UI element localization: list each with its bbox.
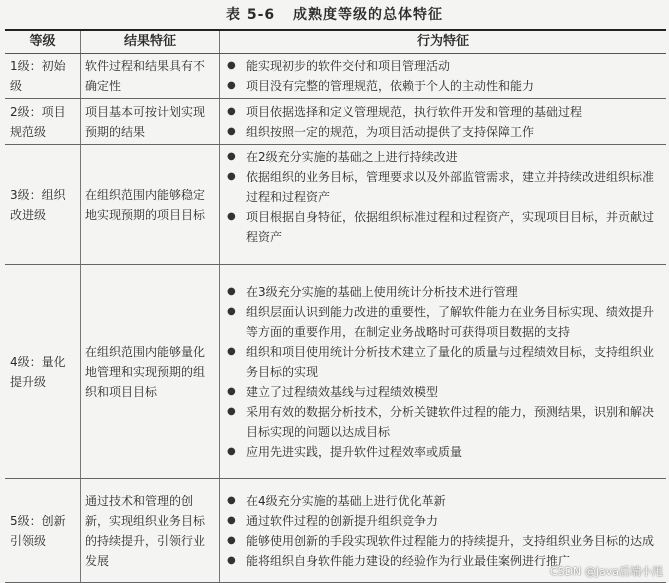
header-result: 结果特征 <box>81 30 220 54</box>
table-number: 表 5-6 <box>225 7 276 23</box>
list-item: ● 通过软件过程的创新提升组织竞争力 <box>226 511 662 531</box>
list-item: ● 建立了过程绩效基线与过程绩效模型 <box>226 382 662 402</box>
watermark: CSDN @Java后端小甩 <box>549 565 663 578</box>
level-cell: 3级：组织改进级 <box>5 145 81 265</box>
header-behavior: 行为特征 <box>220 30 667 54</box>
list-item: ● 能够使用创新的手段实现软件过程能力的持续提升，支持组织业务目标的达成 <box>226 531 662 551</box>
table-row <box>5 265 666 479</box>
list-item: ● 应用先进实践，提升软件过程效率或质量 <box>226 442 662 462</box>
list-item: ● 依据组织的业务目标，管理要求以及外部监管需求，建立并持续改进组织标准过程和过程资产 <box>226 167 662 207</box>
list-item: ● 在3级充分实施的基础上使用统计分析技术进行管理 <box>226 282 662 302</box>
list-item: ● 能将组织自身软件能力建设的经验作为行业最佳案例进行推广 <box>226 551 662 571</box>
list-item: ● 采用有效的数据分析技术，分析关键软件过程的能力，预测结果，识别和解决目标实现的问题以达成目标 <box>226 402 662 442</box>
table-row <box>5 99 666 145</box>
behavior-cell <box>220 99 667 145</box>
list-item: ● 组织层面认识到能力改进的重要性，了解软件能力在业务目标实现、绩效提升等方面的重要作用，在制定业务战略时可获得项目数据的支持 <box>226 302 662 342</box>
list-item: ● 项目依据选择和定义管理规范，执行软件开发和管理的基础过程 <box>226 102 662 122</box>
behavior-cell <box>220 265 667 479</box>
result-cell: 通过技术和管理的创新，实现组织业务目标的持续提升，引领行业发展 <box>81 479 220 583</box>
behavior-cell <box>220 54 667 99</box>
table-caption: 成熟度等级的总体特征 <box>293 7 444 23</box>
level-cell: 1级：初始级 <box>5 54 81 99</box>
result-cell: 项目基本可按计划实现预期的结果 <box>81 99 220 145</box>
list-item: ● 项目根据自身特征，依据组织标准过程和过程资产，实现项目目标，并贡献过程资产 <box>226 207 662 247</box>
table-title <box>0 4 669 24</box>
header-row <box>5 30 666 54</box>
maturity-level-table <box>5 29 666 583</box>
header-level: 等级 <box>5 30 81 54</box>
level-cell: 4级：量化提升级 <box>5 265 81 479</box>
behavior-cell <box>220 145 667 265</box>
list-item: ● 在2级充分实施的基础之上进行持续改进 <box>226 147 662 167</box>
list-item: ● 能实现初步的软件交付和项目管理活动 <box>226 56 662 76</box>
list-item: ● 在4级充分实施的基础上进行优化革新 <box>226 491 662 511</box>
result-cell: 在组织范围内能够稳定地实现预期的项目目标 <box>81 145 220 265</box>
list-item: ● 组织按照一定的规范，为项目活动提供了支持保障工作 <box>226 122 662 142</box>
table-row <box>5 54 666 99</box>
table-row <box>5 145 666 265</box>
list-item: ● 项目没有完整的管理规范，依赖于个人的主动性和能力 <box>226 76 662 96</box>
result-cell: 软件过程和结果具有不确定性 <box>81 54 220 99</box>
level-cell: 5级：创新引领级 <box>5 479 81 583</box>
result-cell: 在组织范围内能够量化地管理和实现预期的组织和项目目标 <box>81 265 220 479</box>
list-item: ● 组织和项目使用统计分析技术建立了量化的质量与过程绩效目标，支持组织业务目标的实现 <box>226 342 662 382</box>
level-cell: 2级：项目规范级 <box>5 99 81 145</box>
